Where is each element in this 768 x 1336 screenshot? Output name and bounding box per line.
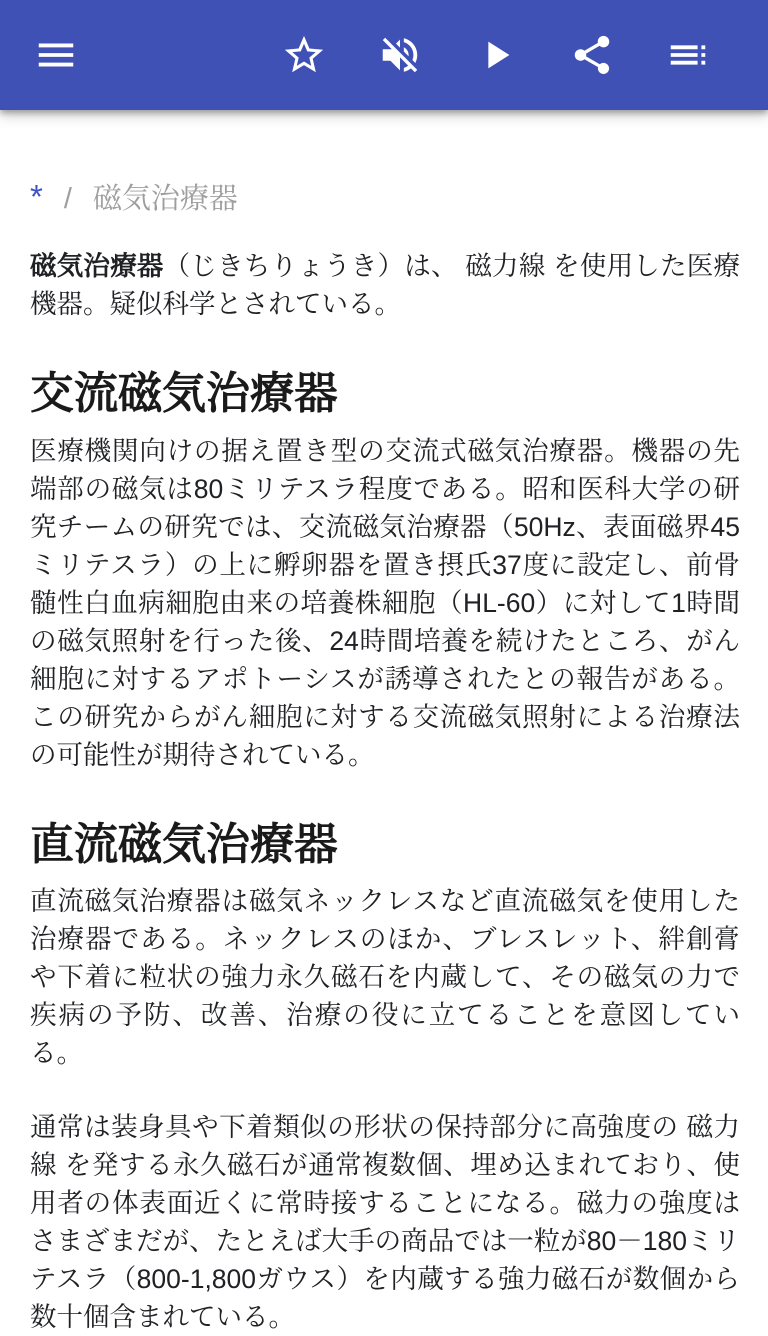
section-heading-ac: 交流磁気治療器 [30, 369, 338, 418]
menu-button[interactable] [8, 0, 104, 110]
favorite-button[interactable] [256, 0, 352, 110]
play-arrow-icon [473, 32, 519, 78]
volume-off-icon [377, 32, 423, 78]
share-button[interactable] [544, 0, 640, 110]
lead-text: （じきちりょうき）は、 [163, 251, 466, 281]
paragraph-text: 通常は装身具や下着類似の形状の保持部分に高強度の [30, 1112, 687, 1143]
article-content [0, 176, 768, 1336]
mute-button[interactable] [352, 0, 448, 110]
hamburger-menu-icon [33, 32, 79, 78]
breadcrumb-separator: / [63, 183, 72, 215]
breadcrumb [30, 176, 740, 217]
app-toolbar [0, 0, 768, 110]
section-ac-paragraph: 医療機関向けの据え置き型の交流式磁気治療器。機器の先端部の磁気は80ミリテスラ程度である。昭和医科大学の研究チームの研究では、交流磁気治療器（50Hz、表面磁界45ミリテスラ）の上に孵卵器を置き摂氏37度に設定し、前骨髄性白血病細胞由来の培養株細胞（HL-60）に対して1時間の磁気照射を行った後、24時間培養を続けたところ、がん細胞に対するアポトーシスが誘導されたとの報告がある。この研究からがん細胞に対する交流磁気照射による治療法の可能性が期待されている。 [30, 435, 740, 770]
magnetic-field-line-link[interactable]: 磁力線 [30, 1112, 740, 1181]
paragraph-text: を発する永久磁石が通常複数個、埋め込まれており、使用者の体表面近くに常時接することになる。磁力の強度はさまざまだが、たとえば大手の商品では一粒が80－180ミリテスラ（800-1,800ガウス）を内蔵する強力磁石が数個から数十個含まれている。 [30, 1150, 740, 1333]
play-button[interactable] [448, 0, 544, 110]
breadcrumb-page-title: 磁気治療器 [92, 183, 238, 215]
contents-list-button[interactable] [640, 0, 736, 110]
section-dc-paragraph-1: 直流磁気治療器は磁気ネックレスなど直流磁気を使用した治療器である。ネックレスのほか、ブレスレット、絆創膏や下着に粒状の強力永久磁石を内蔵して、その磁気の力で疾病の予防、改善、治療の役に立てることを意図している。 [30, 886, 740, 1069]
breadcrumb-home-link[interactable]: * [30, 178, 43, 215]
share-icon [569, 32, 615, 78]
lead-paragraph [30, 247, 740, 323]
magnetic-field-line-link[interactable]: 磁力線 [465, 251, 546, 281]
lead-text: を使用した医療機器。疑似科学とされている。 [30, 251, 740, 319]
toc-list-icon [665, 32, 711, 78]
section-heading-dc: 直流磁気治療器 [30, 819, 338, 869]
star-outline-icon [281, 32, 327, 78]
article-term-bold: 磁気治療器 [30, 251, 164, 281]
section-dc-paragraph-2 [30, 1108, 740, 1336]
